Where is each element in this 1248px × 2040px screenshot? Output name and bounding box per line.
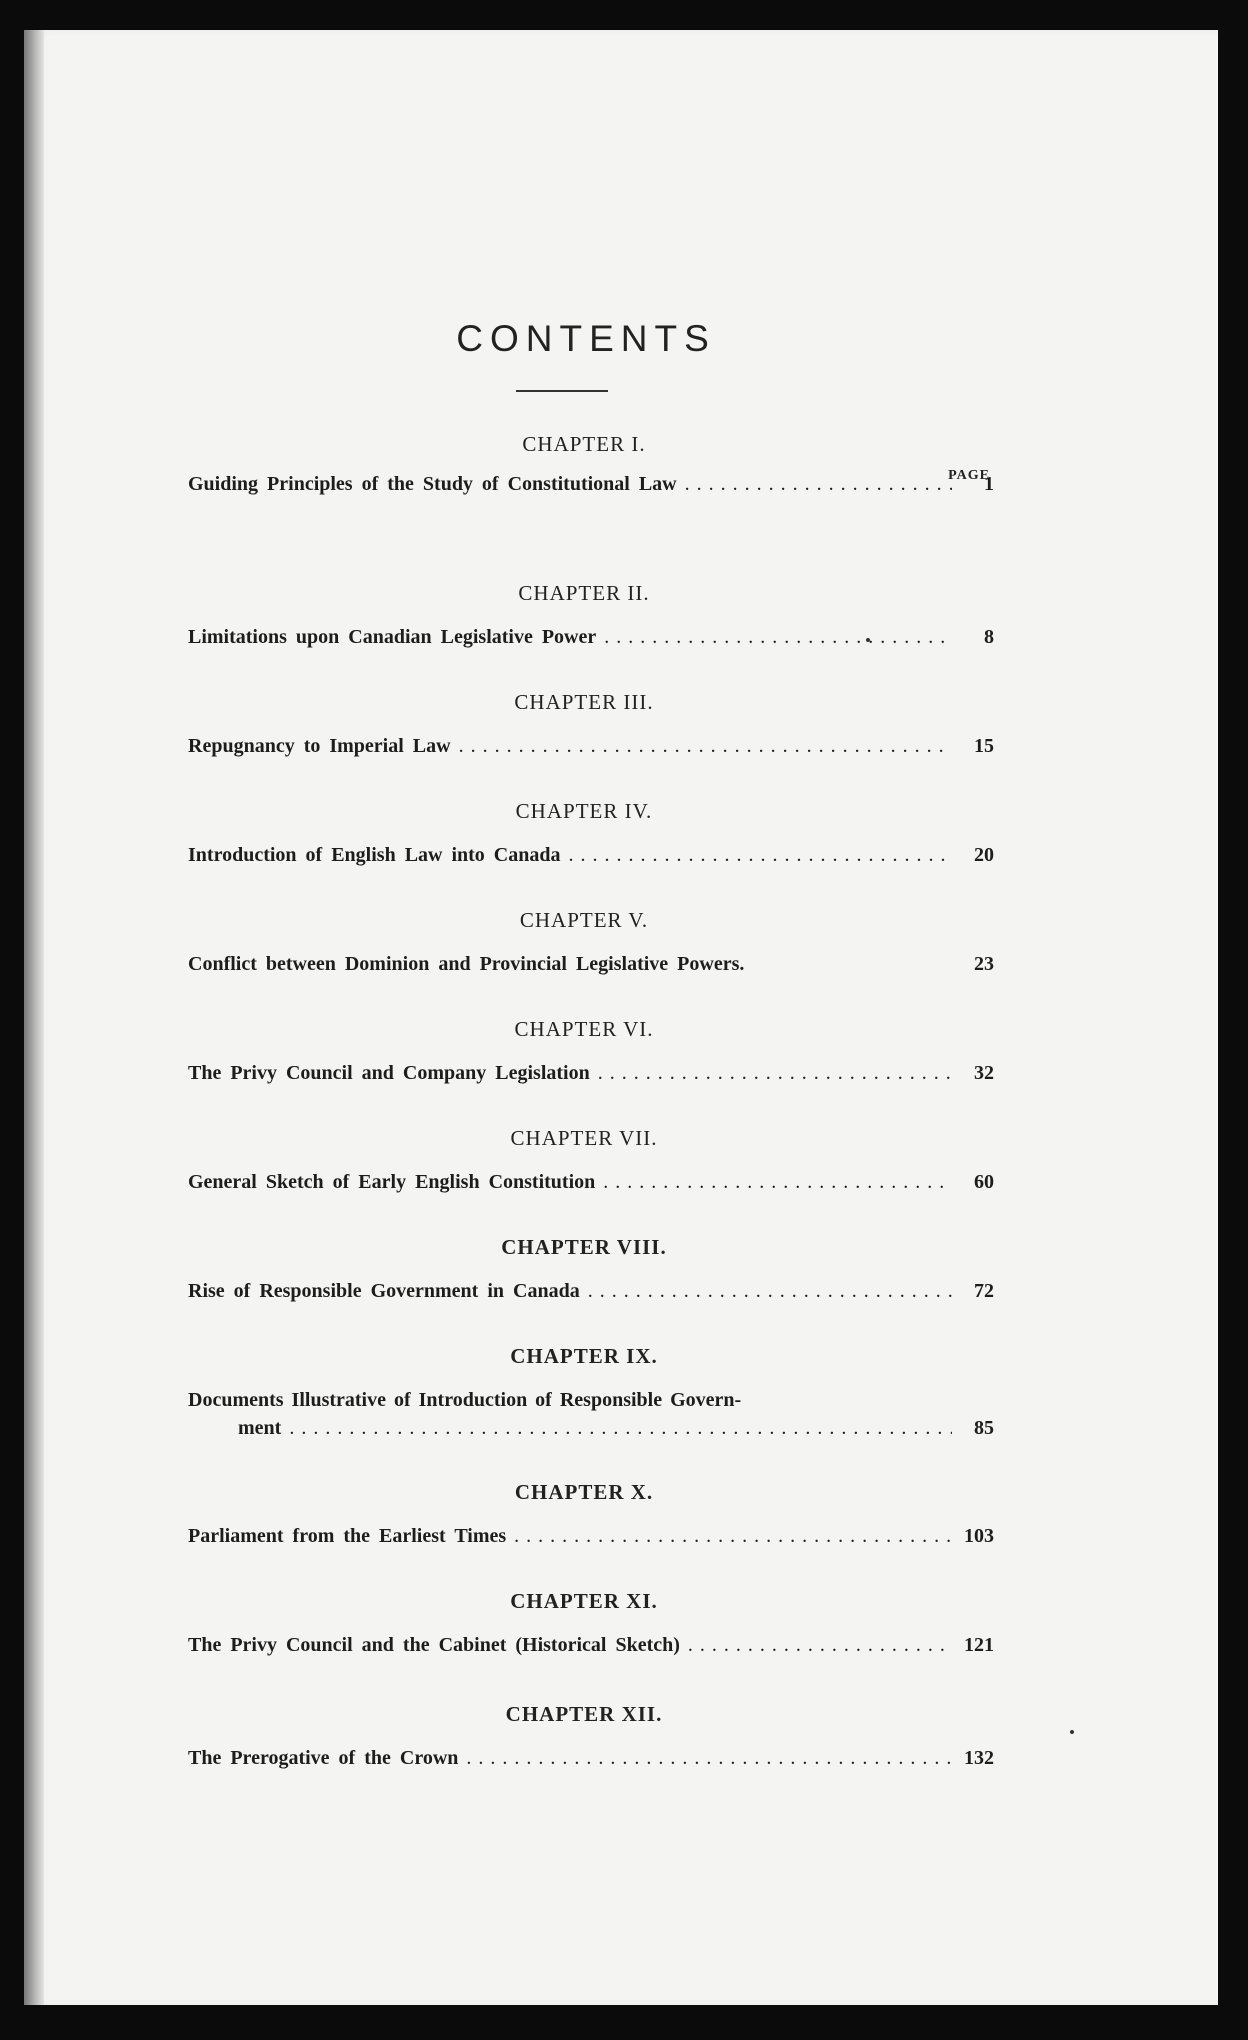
toc-entry[interactable] [188, 470, 994, 498]
toc-entry[interactable] [188, 1631, 994, 1659]
chapter-heading: CHAPTER V. [519, 908, 649, 932]
entry-title: Repugnancy to Imperial Law [188, 735, 451, 757]
page-title: CONTENTS [456, 318, 716, 359]
chapter-heading: CHAPTER XI. [510, 1589, 658, 1613]
toc-entry[interactable] [188, 841, 994, 869]
toc-entry[interactable] [188, 1277, 994, 1305]
entry-page-number: 8 [984, 626, 994, 648]
chapter-heading: CHAPTER IV. [515, 799, 653, 823]
entry-title-line-1: Documents Illustrative of Introduction of Responsible Govern- [188, 1389, 742, 1411]
leader-dots [588, 1277, 952, 1305]
title-rule [516, 390, 608, 392]
chapter-heading: CHAPTER XII. [505, 1702, 663, 1726]
paper-speck [1070, 1730, 1074, 1734]
entry-page-number: 23 [974, 953, 994, 975]
chapter-heading: CHAPTER IX. [510, 1344, 658, 1368]
chapter-heading: CHAPTER II. [518, 581, 650, 605]
entry-title: Limitations upon Canadian Legislative Power [188, 626, 597, 648]
toc-entry[interactable] [188, 1059, 994, 1087]
leader-dots [598, 1059, 952, 1087]
leader-dots [289, 1414, 952, 1442]
paper-speck [866, 638, 870, 642]
chapter-heading: CHAPTER I. [522, 432, 646, 456]
toc-chapter-7 [164, 1124, 1004, 1193]
entry-page-number: 103 [964, 1525, 994, 1547]
chapter-heading: CHAPTER X. [514, 1480, 654, 1504]
toc-chapter-6 [164, 1015, 1004, 1084]
entry-title-line-2: ment [238, 1417, 282, 1439]
toc-chapter-11 [164, 1587, 1004, 1656]
toc-entry[interactable] [188, 1744, 994, 1772]
toc-entry[interactable] [188, 1522, 994, 1550]
leader-dots [514, 1522, 952, 1550]
leader-dots [569, 841, 953, 869]
toc-chapter-3 [164, 688, 1004, 757]
entry-page-number: 121 [964, 1634, 994, 1656]
toc-chapter-9 [164, 1342, 1004, 1439]
book-page [24, 30, 1218, 2005]
entry-page-number: 20 [974, 844, 994, 866]
entry-page-number: 132 [964, 1747, 994, 1769]
entry-title: Rise of Responsible Government in Canada [188, 1280, 580, 1302]
entry-title: General Sketch of Early English Constitution [188, 1171, 596, 1193]
leader-dots [603, 1168, 952, 1196]
toc-entry[interactable] [188, 732, 994, 760]
entry-title: Conflict between Dominion and Provincial Legislative Powers. [188, 953, 745, 975]
chapter-heading: CHAPTER VII. [510, 1126, 658, 1150]
entry-title: The Prerogative of the Crown [188, 1747, 459, 1769]
leader-dots [688, 1631, 952, 1659]
toc-chapter-2 [164, 579, 1004, 648]
entry-title: Parliament from the Earliest Times [188, 1525, 507, 1547]
entry-title: Guiding Principles of the Study of Constitutional Law [188, 473, 677, 495]
entry-page-number: 85 [974, 1417, 994, 1439]
toc-chapter-8 [164, 1233, 1004, 1302]
toc-chapter-4 [164, 797, 1004, 866]
chapter-heading: CHAPTER VI. [514, 1017, 654, 1041]
entry-title: Introduction of English Law into Canada [188, 844, 561, 866]
toc-entry[interactable] [188, 623, 994, 651]
entry-page-number: 32 [974, 1062, 994, 1084]
entry-page-number: 60 [974, 1171, 994, 1193]
entry-title: The Privy Council and Company Legislation [188, 1062, 590, 1084]
entry-page-number: 72 [974, 1280, 994, 1302]
entry-title: The Privy Council and the Cabinet (Historical Sketch) [188, 1634, 680, 1656]
entry-page-number: 1 [984, 473, 994, 495]
leader-dots [604, 623, 952, 651]
page-column-label: PAGE [948, 468, 990, 483]
chapter-heading: CHAPTER VIII. [501, 1235, 667, 1259]
toc-chapter-10 [164, 1478, 1004, 1547]
toc-chapter-5 [164, 906, 1004, 975]
toc-entry[interactable] [188, 1386, 994, 1442]
toc-entry[interactable] [188, 1168, 994, 1196]
entry-page-number: 15 [974, 735, 994, 757]
leader-dots [685, 470, 952, 498]
leader-dots [466, 1744, 952, 1772]
toc-entry[interactable] [188, 950, 994, 978]
chapter-heading: CHAPTER III. [514, 690, 654, 714]
entry-title-line-2-row [188, 1414, 994, 1442]
leader-dots [459, 732, 952, 760]
toc-chapter-12 [164, 1700, 1004, 1769]
